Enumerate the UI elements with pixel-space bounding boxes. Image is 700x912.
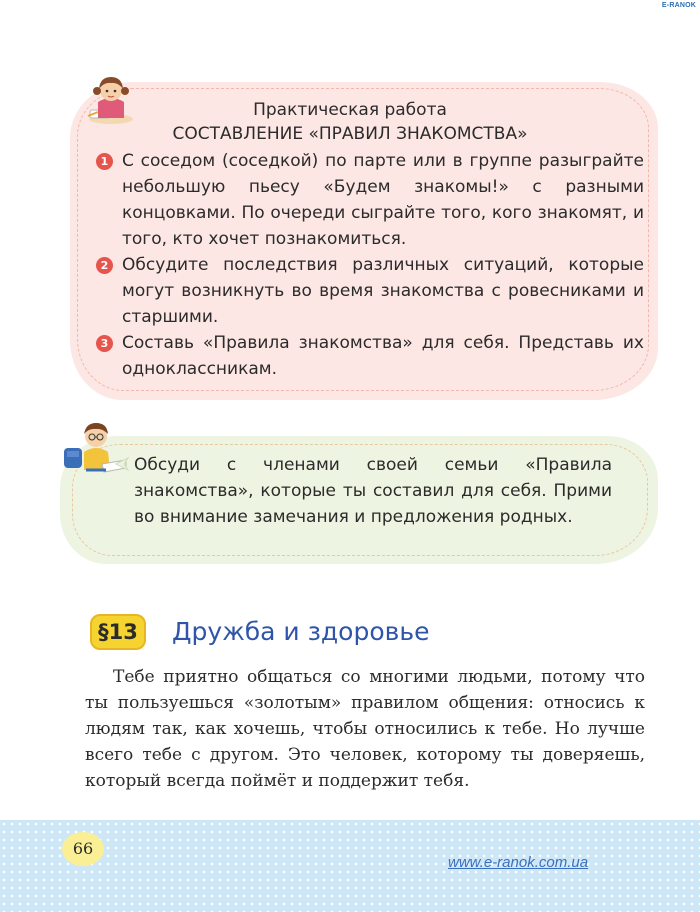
publisher-logo: E-RANOK: [661, 2, 696, 9]
task-number-badge: 2: [96, 257, 113, 274]
task-item: Составь «Правила знакомства» для себя. Представь их одноклассникам.: [122, 333, 644, 379]
page-number: 66: [62, 832, 104, 866]
task-item: С соседом (соседкой) по парте или в группе разыграйте небольшую пьесу «Будем знакомы!» с разными концовками. По очереди сыграйте того, кого знакомят, и того, кто хочет познакомиться.: [122, 151, 644, 249]
section-number-badge: §13: [90, 614, 146, 650]
section-title: Дружба и здоровье: [172, 617, 430, 646]
family-task-text: Обсуди с членами своей семьи «Правила знакомства», которые ты составил для себя. Прими во внимание замечания и предложения родных.: [134, 455, 612, 527]
task-number-badge: 1: [96, 153, 113, 170]
body-paragraph: Тебе приятно общаться со многими людьми, потому что ты пользуешься «золотым» правилом общения: относись к людям так, как хочешь, чтобы относились к тебе. Но лучше всего тебе с другом. Это человек, которому ты доверяешь, который всегда поймёт и поддержит тебя.: [85, 667, 645, 791]
footer-band: [0, 820, 700, 912]
task-number-badge: 3: [96, 335, 113, 352]
website-link[interactable]: www.e-ranok.com.ua: [448, 854, 589, 871]
task-item: Обсудите последствия различных ситуаций, которые могут возникнуть во время знакомства с ровесниками и старшими.: [122, 255, 644, 327]
practical-title: СОСТАВЛЕНИЕ «ПРАВИЛ ЗНАКОМСТВА»: [172, 124, 528, 144]
practical-heading: Практическая работа: [253, 100, 447, 120]
speech-pointer-icon: [114, 456, 130, 472]
